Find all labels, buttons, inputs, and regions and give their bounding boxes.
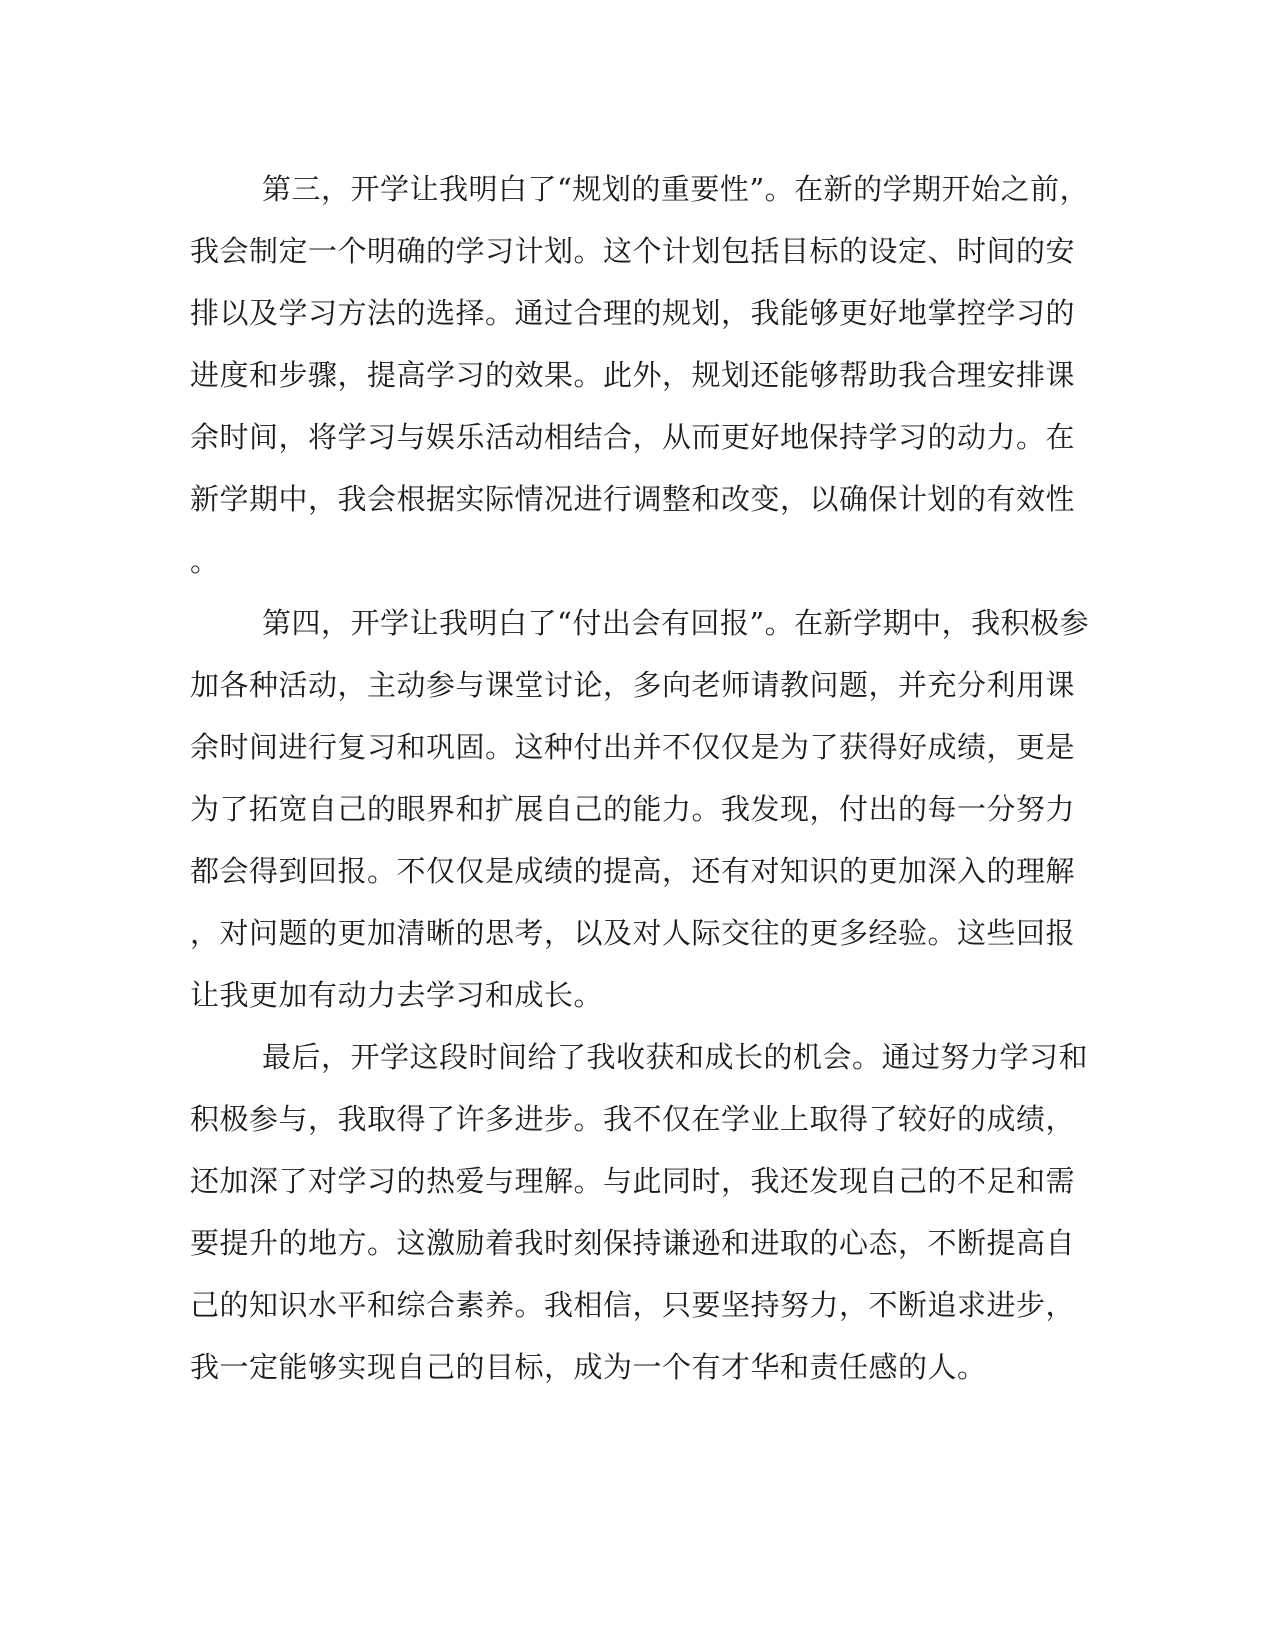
text-line: 第四，开学让我明白了“付出会有回报”。在新学期中，我积极参 [262,606,1090,640]
text-line: 都会得到回报。不仅仅是成绩的提高，还有对知识的更加深入的理解 [190,854,1076,888]
text-line: 第三，开学让我明白了“规划的重要性”。在新的学期开始之前， [262,172,1090,206]
text-line: 要提升的地方。这激励着我时刻保持谦逊和进取的心态，不断提高自 [190,1226,1076,1260]
text-line: 让我更加有动力去学习和成长。 [190,978,604,1012]
text-line: 余时间进行复习和巩固。这种付出并不仅仅是为了获得好成绩，更是 [190,730,1076,764]
text-line: 还加深了对学习的热爱与理解。与此同时，我还发现自己的不足和需 [190,1164,1076,1198]
text-line: ，对问题的更加清晰的思考，以及对人际交往的更多经验。这些回报 [190,916,1076,950]
paragraph-effort-reward [190,592,1090,1026]
body-text [190,158,1090,1398]
text-line: 为了拓宽自己的眼界和扩展自己的能力。我发现，付出的每一分努力 [190,792,1076,826]
paragraph-conclusion [190,1026,1089,1398]
text-line: 余时间，将学习与娱乐活动相结合，从而更好地保持学习的动力。在 [190,420,1076,454]
text-line: 加各种活动，主动参与课堂讨论，多向老师请教问题，并充分利用课 [190,668,1076,702]
text-line: 最后，开学这段时间给了我收获和成长的机会。通过努力学习和 [262,1040,1089,1074]
text-line: 。 [190,544,220,578]
paragraph-planning [190,158,1090,592]
text-line: 排以及学习方法的选择。通过合理的规划，我能够更好地掌控学习的 [190,296,1076,330]
text-line: 进度和步骤，提高学习的效果。此外，规划还能够帮助我合理安排课 [190,358,1076,392]
text-line: 我一定能够实现自己的目标，成为一个有才华和责任感的人。 [190,1350,987,1384]
text-line: 我会制定一个明确的学习计划。这个计划包括目标的设定、时间的安 [190,234,1076,268]
text-line: 己的知识水平和综合素养。我相信，只要坚持努力，不断追求进步， [190,1288,1076,1322]
text-line: 积极参与，我取得了许多进步。我不仅在学业上取得了较好的成绩， [190,1102,1076,1136]
text-line: 新学期中，我会根据实际情况进行调整和改变，以确保计划的有效性 [190,482,1076,516]
